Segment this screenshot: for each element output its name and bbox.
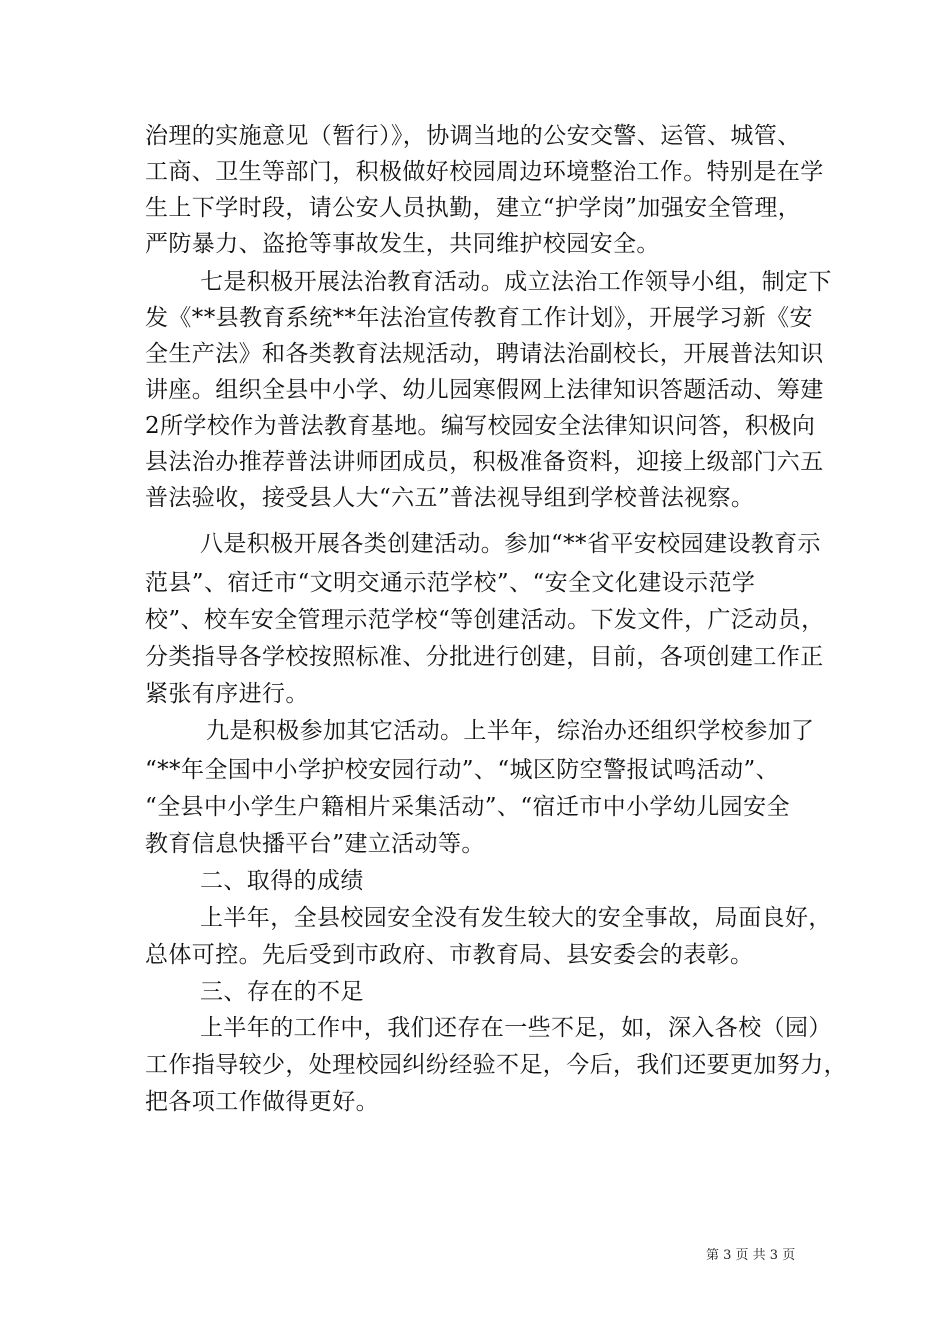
text-line: 发《**县教育系统**年法治宣传教育工作计划》，开展学习新《安 [145, 305, 813, 331]
text-line: “**年全国中小学护校安园行动”、“城区防空警报试鸣活动”、 [145, 757, 780, 783]
text-line: 普法验收，接受县人大“六五”普法视导组到学校普法视察。 [145, 485, 755, 511]
text-line: 全生产法》和各类教育法规活动，聘请法治副校长，开展普法知识 [145, 341, 824, 367]
text-line: 生上下学时段，请公安人员执勤，建立“护学岗”加强安全管理， [145, 195, 802, 221]
text-line: 2所学校作为普法教育基地。编写校园安全法律知识问答，积极向 [145, 413, 816, 439]
text-line: 紧张有序进行。 [145, 681, 309, 707]
text-line: 校”、校车安全管理示范学校“等创建活动。下发文件，广泛动员， [145, 607, 825, 633]
text-line: 严防暴力、盗抢等事故发生，共同维护校园安全。 [145, 231, 660, 257]
text-line: 教育信息快播平台”建立活动等。 [145, 831, 485, 857]
section-heading: 三、存在的不足 [200, 979, 364, 1005]
text-line: “全县中小学生户籍相片采集活动”、“宿迁市中小学幼儿园安全 [145, 794, 790, 820]
text-line: 讲座。组织全县中小学、幼儿园寒假网上法律知识答题活动、筹建 [145, 377, 824, 403]
text-line: 范县”、宿迁市“文明交通示范学校”、“安全文化建设示范学 [145, 570, 756, 596]
text-line: 县法治办推荐普法讲师团成员，积极准备资料，迎接上级部门六五 [145, 449, 824, 475]
paragraph-first-line: 上半年，全县校园安全没有发生较大的安全事故，局面良好， [200, 905, 832, 931]
text-line: 把各项工作做得更好。 [145, 1089, 379, 1115]
text-line: 总体可控。先后受到市政府、市教育局、县安委会的表彰。 [145, 942, 754, 968]
paragraph-9-first-line: 九是积极参加其它活动。上半年，综治办还组织学校参加了 [206, 718, 815, 744]
text-line: 分类指导各学校按照标准、分批进行创建，目前，各项创建工作正 [145, 644, 824, 670]
page-number-footer: 第 3 页 共 3 页 [706, 1248, 796, 1263]
section-heading: 二、取得的成绩 [200, 868, 364, 894]
text-line: 工作指导较少，处理校园纠纷经验不足，今后，我们还要更加努力， [145, 1052, 847, 1078]
paragraph-first-line: 上半年的工作中，我们还存在一些不足，如，深入各校（园） [200, 1015, 832, 1041]
paragraph-8-first-line: 八是积极开展各类创建活动。参加“**省平安校园建设教育示 [200, 531, 821, 557]
text-line: 治理的实施意见（暂行）》，协调当地的公安交警、运管、城管、 [145, 123, 801, 149]
paragraph-7-first-line: 七是积极开展法治教育活动。成立法治工作领导小组，制定下 [200, 269, 832, 295]
text-line: 工商、卫生等部门，积极做好校园周边环境整治工作。特别是在学 [145, 159, 824, 185]
